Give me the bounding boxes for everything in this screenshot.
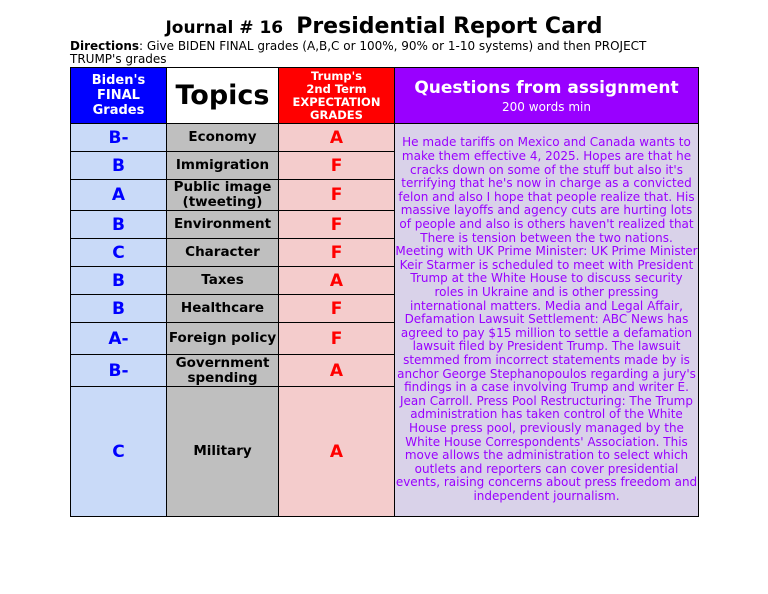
biden-grades-header [71, 68, 167, 124]
biden-grade[interactable]: A [71, 180, 167, 211]
trump-grade[interactable]: F [279, 295, 395, 323]
trump-grade[interactable]: F [279, 211, 395, 239]
trump-grade[interactable]: A [279, 124, 395, 152]
biden-grade[interactable]: A- [71, 323, 167, 355]
trump-grade[interactable]: A [279, 387, 395, 517]
topic-label: Healthcare [167, 295, 279, 323]
trump-grade[interactable]: A [279, 355, 395, 387]
header-row [71, 68, 699, 124]
topic-label: Public image (tweeting) [167, 180, 279, 211]
journal-number: Journal # 16 [165, 18, 284, 38]
trump-grade[interactable]: F [279, 323, 395, 355]
report-card-title: Presidential Report Card [296, 14, 603, 39]
topic-label: Foreign policy [167, 323, 279, 355]
trump-grade[interactable]: A [279, 267, 395, 295]
topic-label: Military [167, 387, 279, 517]
questions-header [395, 68, 699, 124]
biden-grade[interactable]: B- [71, 124, 167, 152]
topic-label: Economy [167, 124, 279, 152]
answer-text[interactable]: He made tariffs on Mexico and Canada wants to make them effective 4, 2025. Hopes are that he cracks down on some of the stuff but also it's terrifying that he's now in charge as a convicted felon and also I hope that people realize that. His massive layoffs and agency cuts are hurting lots of people and also is others haven't realized that There is tension between the two nations. Meeting with UK Prime Minister: UK Prime Minister Keir Starmer is scheduled to meet with President Trump at the White House to discuss security roles in Ukraine and is other pressing international matters. Media and Legal Affair, Defamation Lawsuit Settlement: ABC News has agreed to pay $15 million to settle a defamation lawsuit filed by President Trump. The lawsuit stemmed from incorrect statements made by is anchor George Stephanopoulos regarding a jury's findings in a case involving Trump and writer E. Jean Carroll. Press Pool Restructuring: The Trump administration has taken control of the White House press pool, previously managed by the White House Correspondents' Association. This move allows the administration to select which outlets and reporters can cover presidential events, raising concerns about press freedom and independent journalism. [395, 124, 699, 517]
directions-label: Directions [70, 39, 140, 53]
topic-label: Taxes [167, 267, 279, 295]
report-card-table [70, 67, 699, 517]
topic-label: Environment [167, 211, 279, 239]
biden-grade[interactable]: B [71, 152, 167, 180]
biden-grade[interactable]: B [71, 211, 167, 239]
table-row [71, 124, 699, 152]
trump-grade[interactable]: F [279, 180, 395, 211]
topic-label: Immigration [167, 152, 279, 180]
biden-header-line: Biden's [91, 73, 146, 88]
trump-header-line: Trump's [310, 68, 363, 83]
biden-grade[interactable]: C [71, 239, 167, 267]
trump-grades-header [279, 68, 395, 124]
topic-label: Character [167, 239, 279, 267]
trump-header-line: EXPECTATION [292, 94, 381, 109]
biden-grade[interactable]: B [71, 267, 167, 295]
biden-grade[interactable]: B- [71, 355, 167, 387]
trump-header-line: GRADES [310, 107, 363, 122]
trump-header-line: 2nd Term [306, 81, 367, 96]
questions-title: Questions from assignment [414, 77, 679, 98]
biden-header-line: Grades [92, 103, 145, 118]
biden-grade[interactable]: C [71, 387, 167, 517]
biden-header-line: FINAL [97, 88, 140, 103]
topics-header: Topics [167, 68, 279, 124]
directions-text: : Give BIDEN FINAL grades (A,B,C or 100%, 90% or 1-10 systems) and then PROJECT TRUMP's grades [70, 39, 647, 66]
trump-grade[interactable]: F [279, 239, 395, 267]
questions-subtitle: 200 words min [502, 99, 591, 114]
trump-grade[interactable]: F [279, 152, 395, 180]
biden-grade[interactable]: B [71, 295, 167, 323]
directions [70, 40, 695, 66]
topic-label: Government spending [167, 355, 279, 387]
page-title [0, 14, 768, 39]
